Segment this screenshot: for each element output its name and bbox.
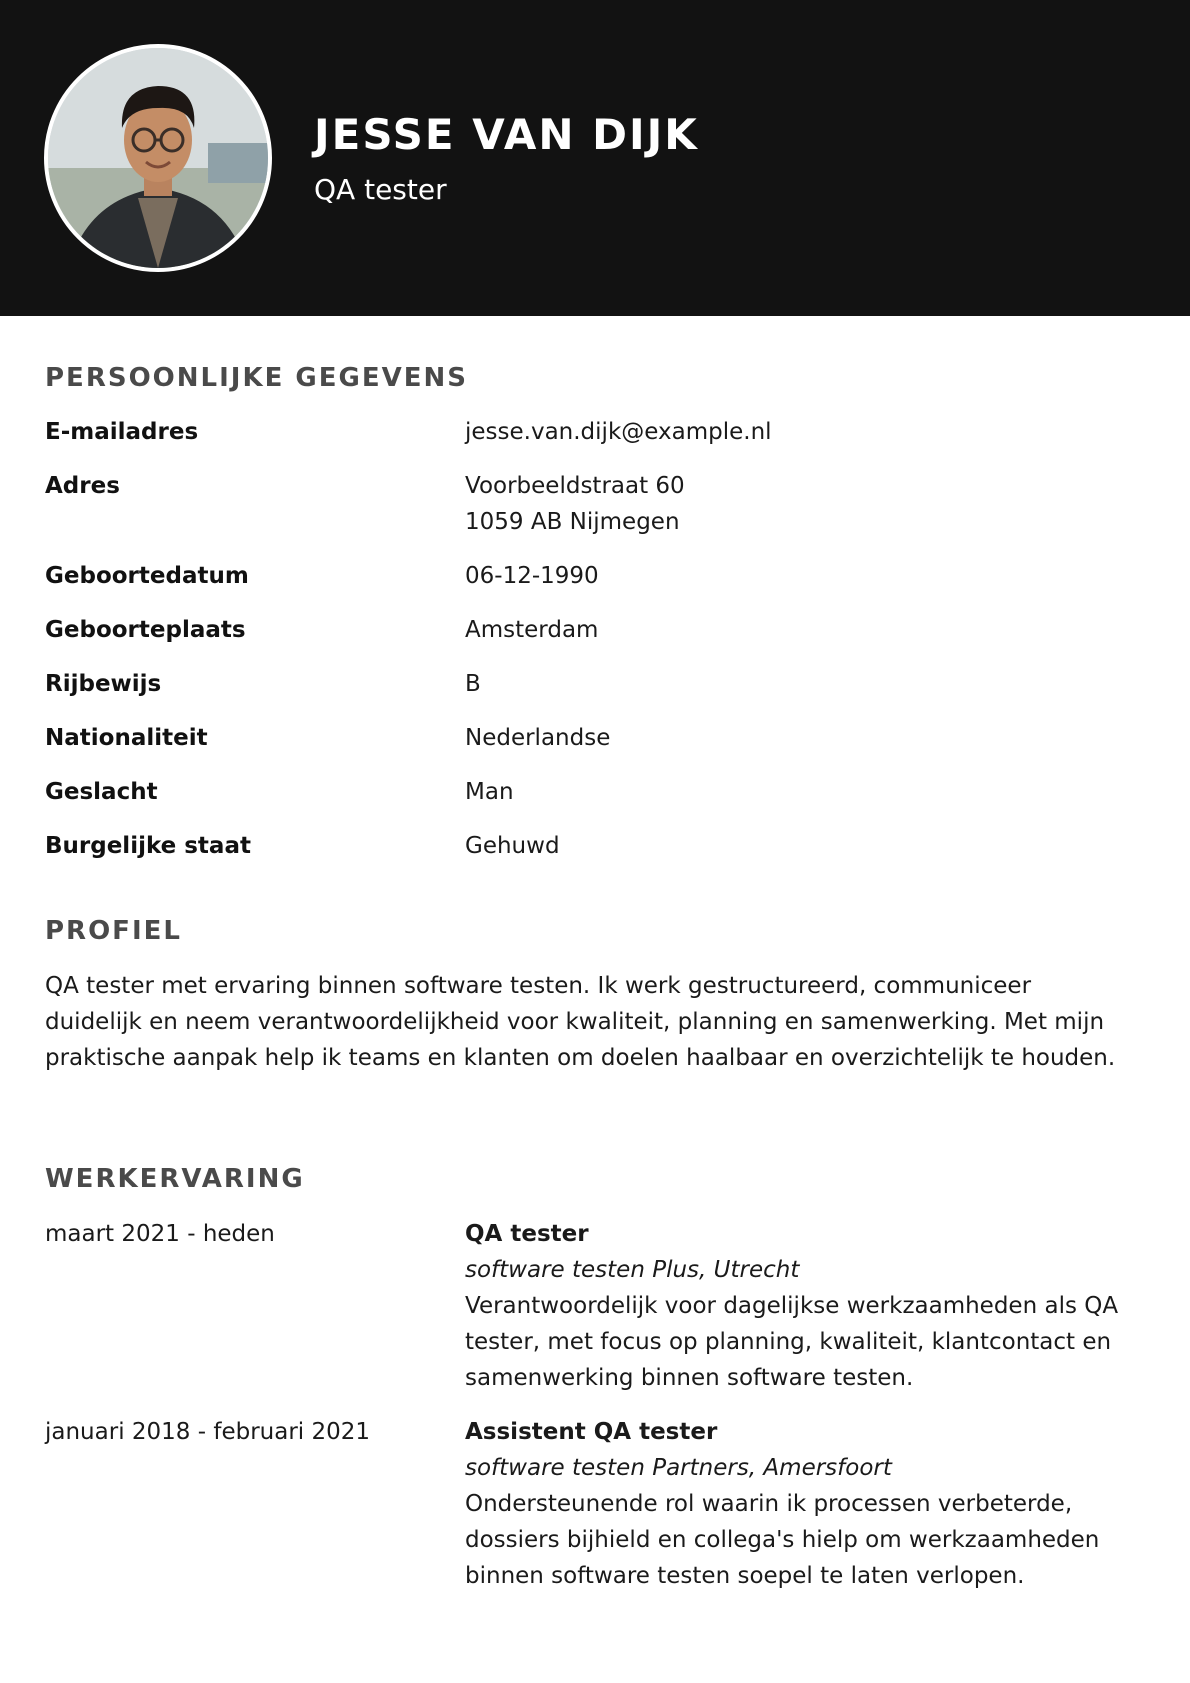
personal-label: Nationaliteit xyxy=(45,725,208,751)
person-name: JESSE VAN DIJK xyxy=(314,110,699,159)
profile-text: QA tester met ervaring binnen software testen. Ik werk gestructureerd, communiceer duidelijk en neem verantwoordelijkheid voor kwaliteit, planning en samenwerking. Met mijn praktische aanpak help ik teams en klanten om doelen haalbaar en overzichtelijk te houden. xyxy=(45,973,1116,1071)
section-title-personal: PERSOONLIJKE GEGEVENS xyxy=(45,363,468,393)
profile-photo xyxy=(44,44,272,272)
personal-value: Nederlandse xyxy=(465,725,611,751)
job-company: software testen Partners, Amersfoort xyxy=(465,1455,892,1481)
person-photo-icon xyxy=(48,48,268,268)
personal-value: 06-12-1990 xyxy=(465,563,599,589)
personal-label: Geboortedatum xyxy=(45,563,249,589)
personal-value: B xyxy=(465,671,481,697)
personal-label: Adres xyxy=(45,473,120,499)
job-period: januari 2018 - februari 2021 xyxy=(45,1419,371,1445)
personal-value: jesse.van.dijk@example.nl xyxy=(465,419,772,445)
job-role: Assistent QA tester xyxy=(465,1419,718,1445)
personal-value: Gehuwd xyxy=(465,833,560,859)
job-role: QA tester xyxy=(465,1221,589,1247)
personal-label: Rijbewijs xyxy=(45,671,162,697)
job-entry xyxy=(465,1414,1145,1594)
personal-label: Burgelijke staat xyxy=(45,833,251,859)
personal-label: Geboorteplaats xyxy=(45,617,246,643)
job-company: software testen Plus, Utrecht xyxy=(465,1257,800,1283)
personal-label: Geslacht xyxy=(45,779,158,805)
personal-value xyxy=(465,468,1145,540)
personal-value: Man xyxy=(465,779,514,805)
address-city: 1059 AB Nijmegen xyxy=(465,509,680,535)
address-street: Voorbeeldstraat 60 xyxy=(465,473,685,499)
personal-value: Amsterdam xyxy=(465,617,599,643)
job-period: maart 2021 - heden xyxy=(45,1221,275,1247)
section-title-profile: PROFIEL xyxy=(45,916,182,946)
job-entry xyxy=(465,1216,1145,1396)
personal-label: E-mailadres xyxy=(45,419,199,445)
cv-header xyxy=(0,0,1190,316)
section-title-experience: WERKERVARING xyxy=(45,1164,305,1194)
person-job-title: QA tester xyxy=(314,173,447,206)
job-description: Verantwoordelijk voor dagelijkse werkzaamheden als QA tester, met focus op planning, kwaliteit, klantcontact en samenwerking binnen software testen. xyxy=(465,1293,1119,1391)
job-description: Ondersteunende rol waarin ik processen verbeterde, dossiers bijhield en collega's hielp om werkzaamheden binnen software testen soepel te laten verlopen. xyxy=(465,1491,1100,1589)
